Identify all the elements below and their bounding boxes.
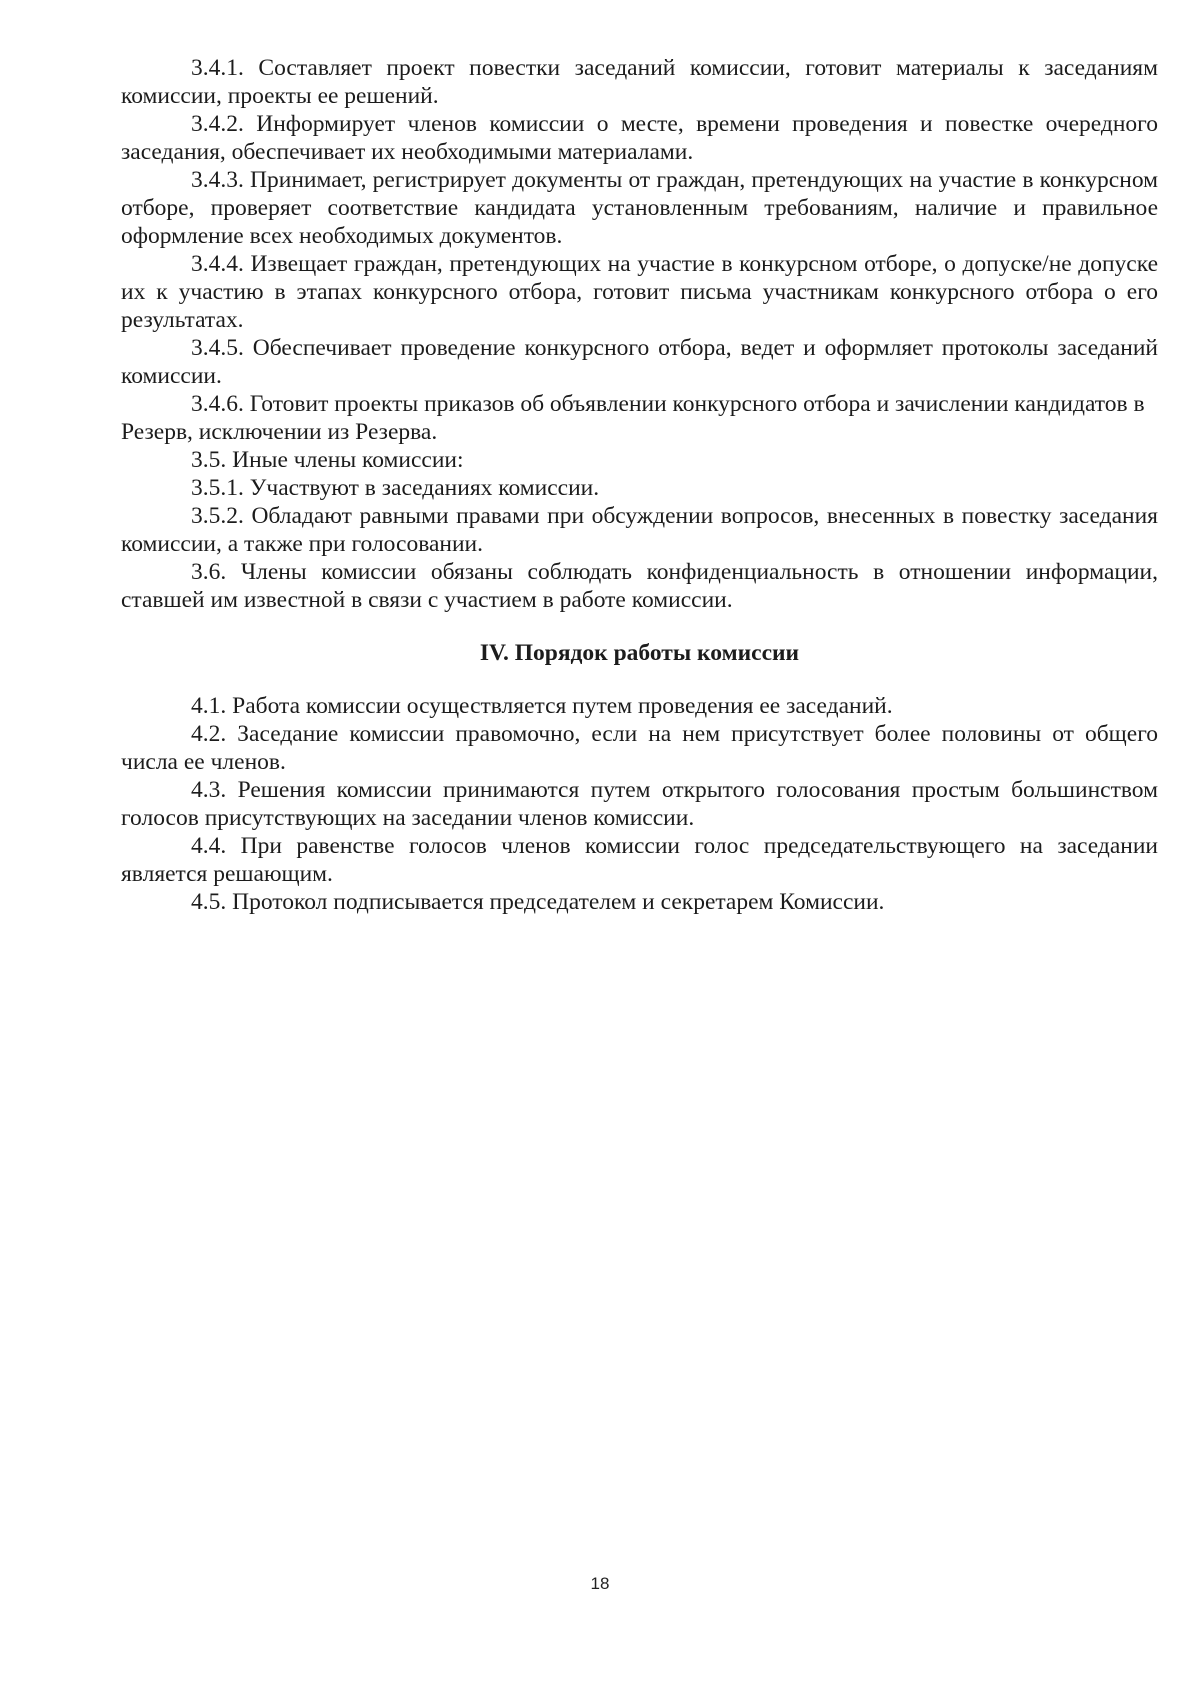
paragraph-3-4-4: 3.4.4. Извещает граждан, претендующих на участие в конкурсном отборе, о допуске/не допуске их к участию в этапах конкурсного отбора, готовит письма участникам конкурсного отбора о его результатах. [121,251,1158,333]
paragraph-3-4-5: 3.4.5. Обеспечивает проведение конкурсного отбора, ведет и оформляет протоколы заседаний комиссии. [121,335,1158,389]
paragraph-3-6: 3.6. Члены комиссии обязаны соблюдать конфиденциальность в отношении информации, ставшей им известной в связи с участием в работе комиссии. [121,559,1158,613]
paragraph-4-5: 4.5. Протокол подписывается председателем и секретарем Комиссии. [191,889,885,915]
paragraph-3-5: 3.5. Иные члены комиссии: [191,447,464,473]
paragraph-3-4-1: 3.4.1. Составляет проект повестки заседаний комиссии, готовит материалы к заседаниям комиссии, проекты ее решений. [121,55,1158,109]
paragraph-4-4: 4.4. При равенстве голосов членов комиссии голос председательствующего на заседании является решающим. [121,833,1158,887]
paragraph-4-1: 4.1. Работа комиссии осуществляется путем проведения ее заседаний. [191,693,893,719]
document-body [121,54,1158,916]
paragraph-3-5-2: 3.5.2. Обладают равными правами при обсуждении вопросов, внесенных в повестку заседания комиссии, а также при голосовании. [121,503,1158,557]
page-number: 18 [590,1574,610,1593]
paragraph-3-4-3: 3.4.3. Принимает, регистрирует документы от граждан, претендующих на участие в конкурсном отборе, проверяет соответствие кандидата установленным требованиям, наличие и правильное оформление всех необходимых документов. [121,167,1158,249]
paragraph-3-4-2: 3.4.2. Информирует членов комиссии о месте, времени проведения и повестке очередного заседания, обеспечивает их необходимыми материалами. [121,111,1158,165]
paragraph-3-5-1: 3.5.1. Участвуют в заседаниях комиссии. [191,475,600,501]
paragraph-4-2: 4.2. Заседание комиссии правомочно, если на нем присутствует более половины от общего числа ее членов. [121,721,1158,775]
paragraph-3-4-6: 3.4.6. Готовит проекты приказов об объявлении конкурсного отбора и зачислении кандидатов в Резерв, исключении из Резерва. [121,391,1145,445]
section-heading: IV. Порядок работы комиссии [479,640,800,666]
paragraph-4-3: 4.3. Решения комиссии принимаются путем открытого голосования простым большинством голосов присутствующих на заседании членов комиссии. [121,777,1158,831]
